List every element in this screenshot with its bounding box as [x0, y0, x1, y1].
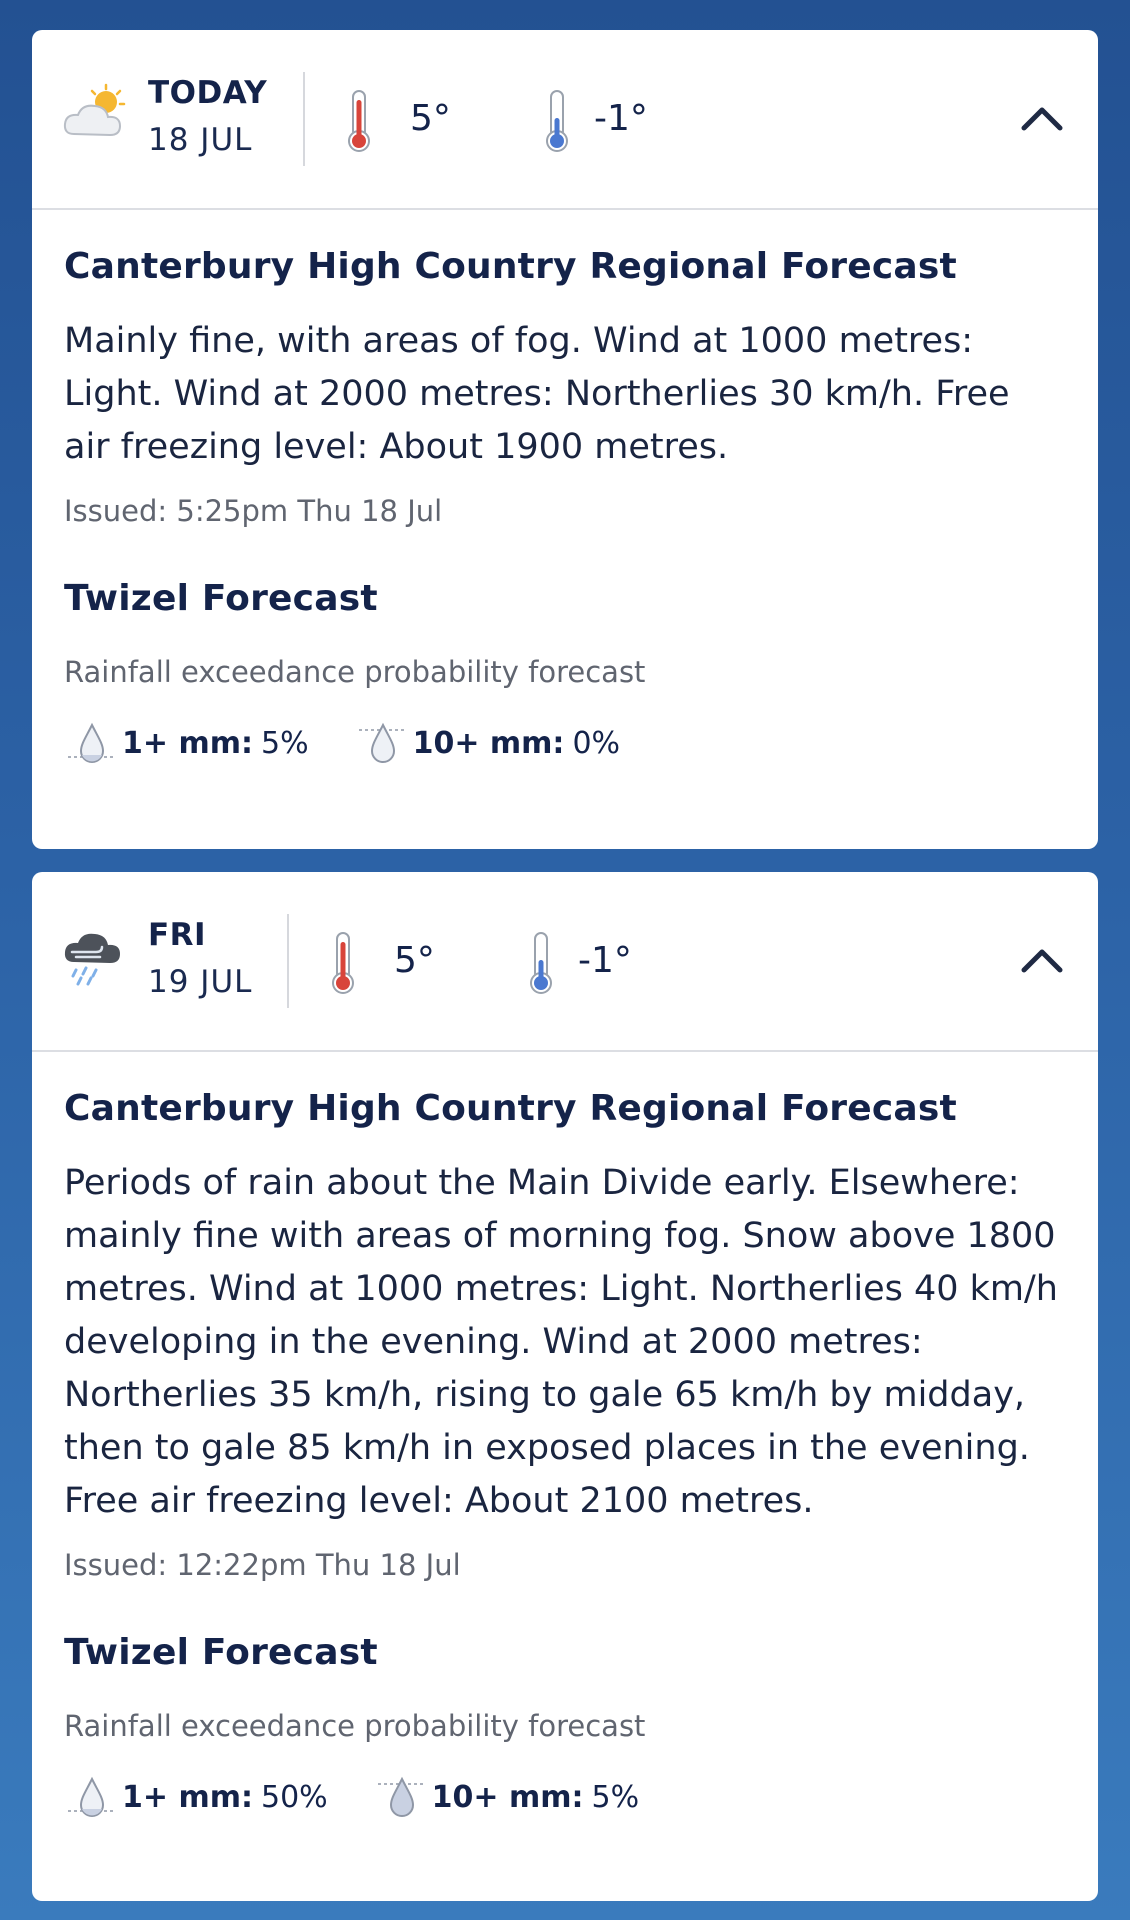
min-temp: -1° — [594, 98, 648, 139]
header-divider — [303, 72, 305, 166]
issued-time: Issued: 5:25pm Thu 18 Jul — [64, 494, 443, 528]
rainfall-caption: Rainfall exceedance probability forecast — [64, 1709, 646, 1743]
thermometer-hot-icon — [344, 88, 374, 154]
local-forecast-title: Twizel Forecast — [64, 1632, 378, 1673]
date-label: 19 JUL — [148, 964, 253, 1000]
thermometer-cold-icon — [526, 930, 556, 996]
thermometer-hot-icon — [328, 930, 358, 996]
day-label: TODAY — [148, 75, 268, 111]
regional-forecast-title: Canterbury High Country Regional Forecast — [64, 246, 957, 287]
chevron-up-icon[interactable] — [1020, 944, 1064, 974]
raindrop-icon — [355, 717, 411, 769]
date-label: 18 JUL — [148, 122, 253, 158]
rainfall-1mm-value: 50% — [260, 1779, 328, 1815]
rainfall-10mm-label: 10+ mm: — [412, 725, 565, 761]
day-label: FRI — [148, 917, 207, 953]
rainfall-1mm-label: 1+ mm: — [122, 725, 253, 761]
forecast-card-today — [32, 30, 1098, 849]
forecast-card-fri — [32, 872, 1098, 1901]
forecast-card-header[interactable] — [32, 30, 1098, 210]
rainfall-row — [64, 713, 1066, 773]
local-forecast-title: Twizel Forecast — [64, 578, 378, 619]
max-temp: 5° — [394, 940, 435, 981]
rainfall-caption: Rainfall exceedance probability forecast — [64, 655, 646, 689]
rainfall-1mm-value: 5% — [260, 725, 309, 761]
rainfall-1mm — [64, 717, 309, 769]
raindrop-icon — [64, 717, 120, 769]
regional-forecast-text: Periods of rain about the Main Divide early. Elsewhere: mainly fine with areas of morning fog. Snow above 1800 metres. Wind at 1000 metres: Light. Northerlies 40 km/h developing in the evening. Wind at 2000 metres: Northerlies 35 km/h, rising to gale 65 km/h by midday, then to gale 85 km/h in exposed places in the evening. Free air freezing level: About 2100 metres. — [64, 1163, 1058, 1521]
rainfall-1mm — [64, 1771, 328, 1823]
regional-forecast-title: Canterbury High Country Regional Forecast — [64, 1088, 957, 1129]
thermometer-cold-icon — [542, 88, 572, 154]
header-divider — [287, 914, 289, 1008]
rainfall-10mm-value: 0% — [572, 725, 621, 761]
rainfall-row — [64, 1767, 1066, 1827]
partly-cloudy-icon — [62, 82, 132, 152]
regional-forecast-text: Mainly fine, with areas of fog. Wind at 1000 metres: Light. Wind at 2000 metres: Northerlies 30 km/h. Free air freezing level: About 1900 metres. — [64, 321, 1010, 467]
rainfall-10mm — [374, 1771, 639, 1823]
raindrop-icon — [374, 1771, 430, 1823]
raindrop-icon — [64, 1771, 120, 1823]
max-temp: 5° — [410, 98, 451, 139]
rainfall-1mm-label: 1+ mm: — [122, 1779, 253, 1815]
rainfall-10mm-value: 5% — [591, 1779, 640, 1815]
min-temp: -1° — [578, 940, 632, 981]
forecast-card-header[interactable] — [32, 872, 1098, 1052]
issued-time: Issued: 12:22pm Thu 18 Jul — [64, 1548, 461, 1582]
chevron-up-icon[interactable] — [1020, 102, 1064, 132]
wind-rain-icon — [62, 924, 132, 994]
rainfall-10mm — [355, 717, 620, 769]
rainfall-10mm-label: 10+ mm: — [431, 1779, 584, 1815]
